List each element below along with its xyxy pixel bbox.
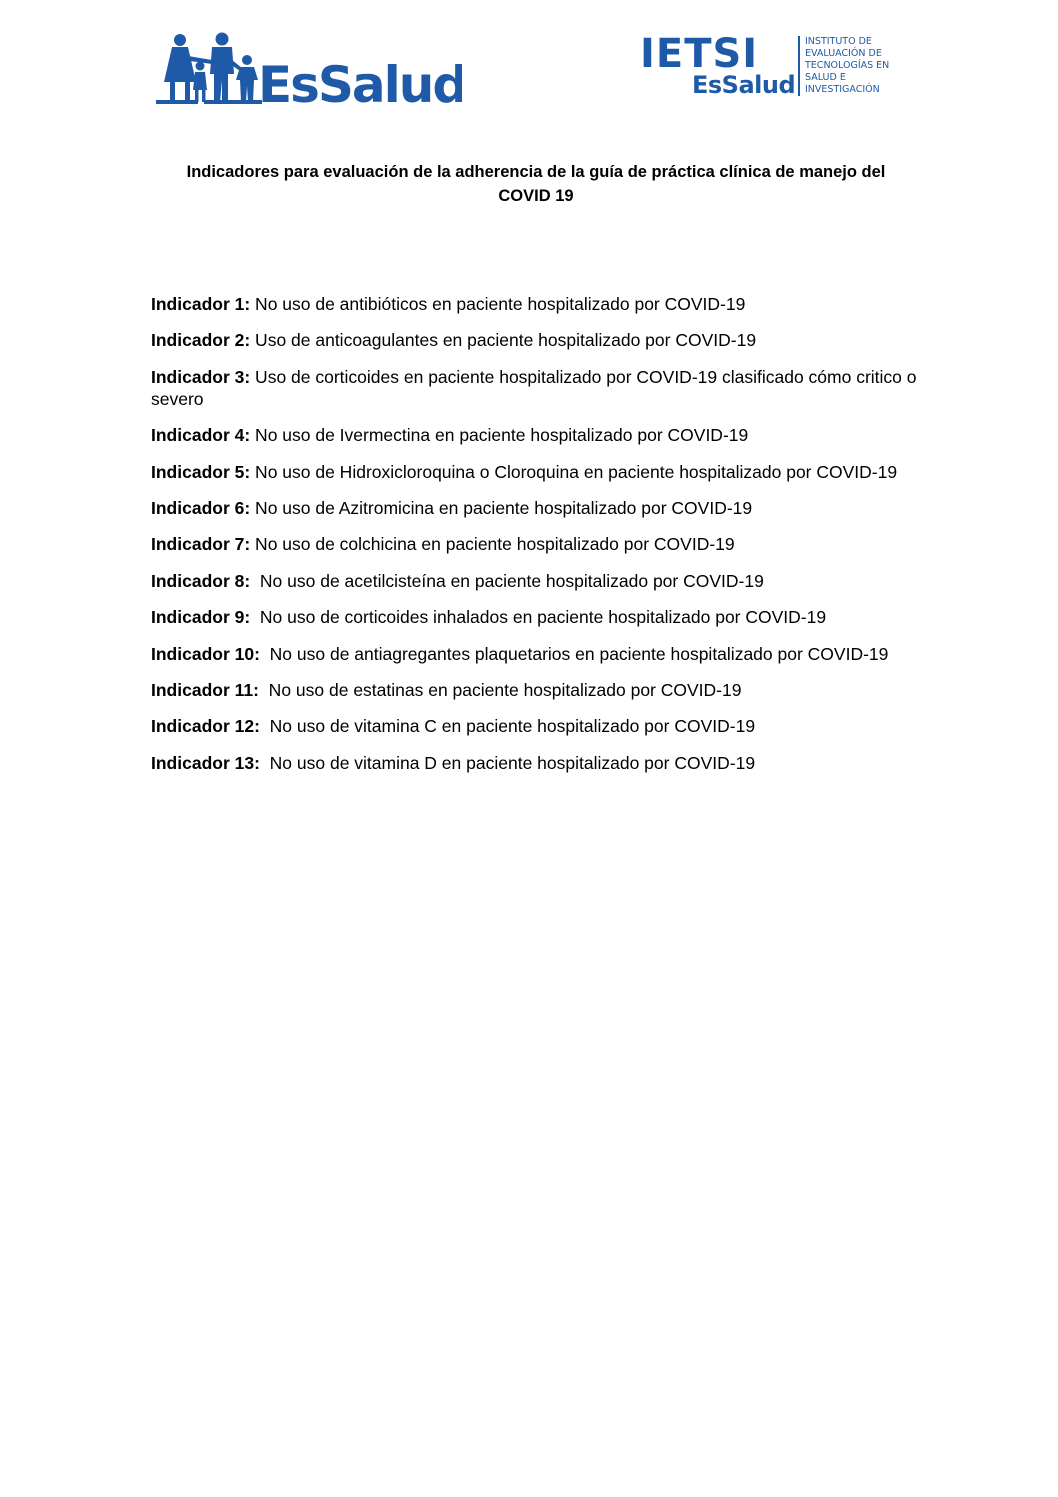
indicator-label: Indicador 10:: [151, 643, 260, 664]
indicator-text: No uso de colchicina en paciente hospitalizado por COVID-19: [250, 534, 735, 555]
ietsi-logo-divider: [798, 36, 800, 96]
indicator-text: No uso de estatinas en paciente hospitalizado por COVID-19: [258, 679, 742, 700]
indicator-item-6: [151, 497, 921, 519]
indicator-item-9: [151, 606, 921, 628]
indicator-item-2: [151, 329, 921, 351]
document-title-line-2: COVID 19: [498, 187, 574, 205]
indicator-item-11: [151, 679, 921, 701]
indicator-label: Indicador 9:: [151, 607, 251, 628]
indicator-label: Indicador 4:: [151, 425, 251, 446]
indicator-item-5: [151, 461, 921, 483]
indicator-item-1: [151, 293, 921, 315]
ietsi-institute-line: INSTITUTO DE: [805, 36, 872, 47]
document-title-line-1: Indicadores para evaluación de la adherencia de la guía de práctica clínica de manejo del: [186, 163, 886, 181]
ietsi-logo-subtitle: EsSalud: [692, 71, 796, 99]
indicator-text: No uso de vitamina D en paciente hospitalizado por COVID-19: [259, 752, 756, 773]
indicator-item-10: [151, 643, 921, 665]
indicator-text: No uso de Hidroxicloroquina o Cloroquina en paciente hospitalizado por COVID-19: [250, 461, 898, 482]
indicator-label: Indicador 1:: [151, 294, 251, 314]
indicator-label: Indicador 5:: [151, 461, 251, 482]
indicator-item-12: [151, 715, 921, 737]
ietsi-institute-line: SALUD E: [805, 72, 846, 83]
indicator-label: Indicador 6:: [151, 497, 251, 518]
indicator-item-7: [151, 533, 921, 555]
ietsi-institute-line: EVALUACIÓN DE: [805, 48, 882, 59]
indicator-item-3: [151, 366, 921, 410]
indicator-label: Indicador 2:: [151, 330, 251, 351]
indicator-label: Indicador 11:: [151, 679, 259, 700]
indicator-text: No uso de antiagregantes plaquetarios en paciente hospitalizado por COVID-19: [259, 643, 889, 664]
indicator-item-4: [151, 424, 921, 446]
essalud-logo: [152, 30, 462, 110]
indicator-item-8: [151, 570, 921, 592]
indicator-label: Indicador 7:: [151, 534, 251, 555]
indicator-list: [151, 293, 921, 788]
indicator-label: Indicador 3:: [151, 366, 251, 387]
indicator-text: Uso de anticoagulantes en paciente hospitalizado por COVID-19: [250, 330, 757, 351]
indicator-item-13: [151, 752, 921, 774]
indicator-text: No uso de Ivermectina en paciente hospitalizado por COVID-19: [250, 425, 749, 446]
indicator-text: No uso de antibióticos en paciente hospitalizado por COVID-19: [250, 294, 746, 314]
essalud-family-logo-icon: [152, 30, 462, 110]
indicator-label: Indicador 13:: [151, 752, 260, 773]
indicator-label: Indicador 12:: [151, 716, 260, 737]
indicator-text: No uso de Azitromicina en paciente hospitalizado por COVID-19: [250, 497, 753, 518]
document-title: [130, 160, 942, 208]
ietsi-institute-name: [805, 36, 915, 96]
indicator-text: No uso de acetilcisteína en paciente hospitalizado por COVID-19: [250, 570, 764, 591]
indicator-text: Uso de corticoides en paciente hospitalizado por COVID-19 clasificado cómo critico o severo: [151, 366, 922, 409]
indicator-text: No uso de vitamina C en paciente hospitalizado por COVID-19: [259, 716, 756, 737]
indicator-text: No uso de corticoides inhalados en paciente hospitalizado por COVID-19: [250, 607, 827, 628]
indicator-label: Indicador 8:: [151, 570, 251, 591]
ietsi-logo-title: IETSI: [640, 31, 759, 77]
ietsi-institute-line: INVESTIGACIÓN: [805, 84, 880, 95]
ietsi-logo: [640, 31, 910, 104]
essalud-logo-text: EsSalud: [258, 56, 462, 110]
ietsi-institute-line: TECNOLOGÍAS EN: [805, 60, 890, 71]
